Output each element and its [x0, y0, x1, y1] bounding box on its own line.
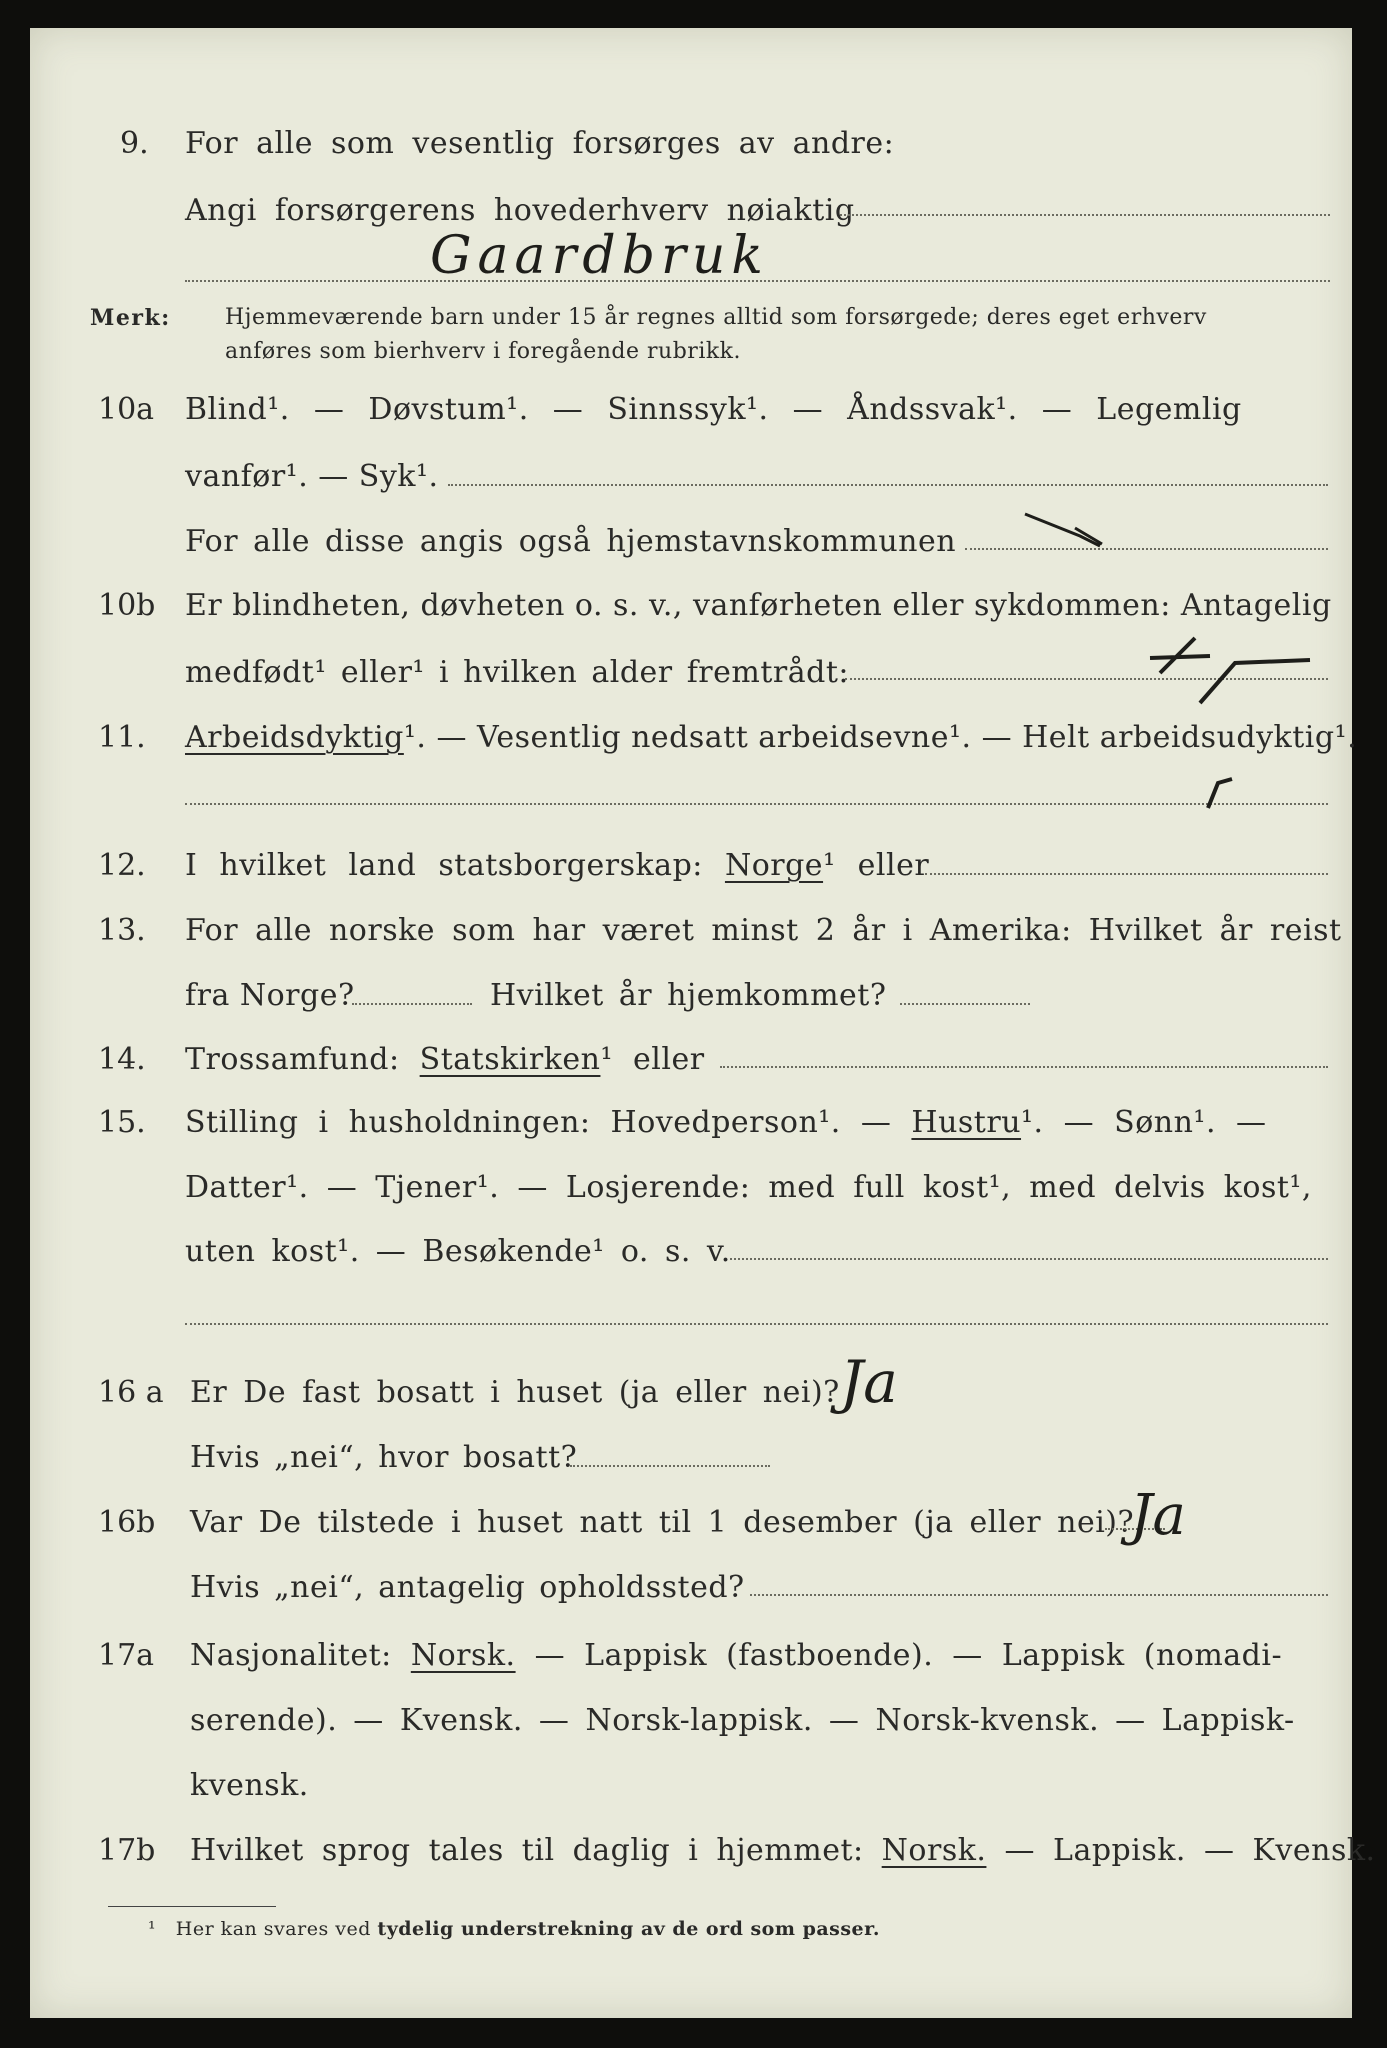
q17a-line3: kvensk. — [190, 1768, 309, 1803]
q9-answer-line2 — [185, 280, 1330, 282]
q17b-number: 17b — [98, 1833, 156, 1868]
q16b-number: 16b — [98, 1505, 156, 1540]
q16a-handwritten-answer: Ja — [840, 1348, 898, 1416]
q13-line1: For alle norske som har været minst 2 år i Amerika: Hvilket år reist — [185, 913, 1342, 948]
q17b-text-a: Hvilket sprog tales til daglig i hjemmet: — [190, 1833, 864, 1868]
q9-line1: For alle som vesentlig forsørges av andre: — [185, 126, 895, 161]
q15-text-a: Stilling i husholdningen: Hovedperson¹. — — [185, 1105, 892, 1140]
q14-text-c: ¹ eller — [600, 1042, 705, 1077]
footnote-mark: ¹ — [148, 1918, 157, 1940]
q16b-opholdssted-line — [750, 1594, 1328, 1596]
q12-answer-line — [925, 873, 1328, 875]
q16a-number: 16 a — [98, 1375, 164, 1410]
q13-reist-line — [352, 1003, 472, 1005]
footnote — [148, 1918, 880, 1940]
q17b-norsk-underlined: Norsk. — [881, 1833, 987, 1868]
q10a-number: 10a — [98, 392, 155, 427]
q12-number: 12. — [98, 848, 146, 883]
q12-text-c: ¹ eller — [823, 848, 930, 883]
q11-arbeidsdyktig-underlined: Arbeidsdyktig — [185, 720, 404, 755]
q11-number: 11. — [98, 720, 146, 755]
q10a-answer-line — [448, 484, 1328, 486]
q9-number: 9. — [120, 126, 149, 161]
q17a-number: 17a — [98, 1638, 155, 1673]
q17b-text-c: — Lappisk. — Kvensk. — [1004, 1833, 1376, 1868]
q16b-line1: Var De tilstede i huset natt til 1 desember (ja eller nei)? — [190, 1505, 1135, 1540]
q9-line2: Angi forsørgerens hovederhverv nøiaktig — [185, 193, 855, 228]
q10a-line2: vanfør¹. — Syk¹. — [185, 459, 439, 494]
q15-answer-line1 — [730, 1258, 1328, 1260]
q10a-line1: Blind¹. — Døvstum¹. — Sinnssyk¹. — Åndssvak¹. — Legemlig — [185, 392, 1242, 427]
q10a-line3: For alle disse angis også hjemstavnskommunen — [185, 524, 957, 559]
q16a-line2: Hvis „nei“, hvor bosatt? — [190, 1440, 578, 1475]
census-form-page — [30, 28, 1376, 2018]
q15-hustru-underlined: Hustru — [911, 1105, 1022, 1140]
q11-line1 — [185, 720, 1357, 755]
q9-answer-line1 — [840, 214, 1330, 216]
q10b-line2: medfødt¹ eller¹ i hvilken alder fremtrådt: — [185, 655, 849, 690]
q14-text-a: Trossamfund: — [185, 1042, 400, 1077]
merk-line1: Hjemmeværende barn under 15 år regnes alltid som forsørgede; deres eget erhverv — [225, 305, 1207, 330]
q11-ink-mark — [1200, 773, 1240, 813]
q10b-number: 10b — [98, 588, 156, 623]
q10b-ink-mark — [1140, 618, 1320, 713]
merk-line2: anføres som bierhverv i foregående rubrikk. — [225, 339, 742, 364]
q16b-handwritten-answer: Ja — [1130, 1483, 1186, 1548]
q14-statskirken-underlined: Statskirken — [419, 1042, 601, 1077]
q15-number: 15. — [98, 1105, 146, 1140]
q15-answer-line2 — [185, 1323, 1328, 1325]
q12-text-a: I hvilket land statsborgerskap: — [185, 848, 703, 883]
q16a-answer-line — [570, 1465, 770, 1467]
q13-line2b: Hvilket år hjemkommet? — [490, 978, 887, 1013]
q17a-line2: serende). — Kvensk. — Norsk-lappisk. — Norsk-kvensk. — Lappisk- — [190, 1703, 1295, 1738]
footnote-rule — [108, 1906, 276, 1907]
q16b-line2: Hvis „nei“, antagelig opholdssted? — [190, 1570, 745, 1605]
q17a-text-c: — Lappisk (fastboende). — Lappisk (nomadi- — [534, 1638, 1283, 1673]
footnote-text-a: Her kan svares ved — [175, 1918, 378, 1940]
q17a-text-a: Nasjonalitet: — [190, 1638, 392, 1673]
q14-number: 14. — [98, 1042, 146, 1077]
q12-norge-underlined: Norge — [724, 848, 824, 883]
q10a-ink-mark — [1020, 506, 1110, 551]
q17a-norsk-underlined: Norsk. — [410, 1638, 516, 1673]
q11-line1-rest: ¹. — Vesentlig nedsatt arbeidsevne¹. — Helt arbeidsudyktig¹. — [403, 720, 1358, 755]
q13-number: 13. — [98, 913, 146, 948]
merk-label: Merk: — [90, 305, 171, 331]
q15-line2: Datter¹. — Tjener¹. — Losjerende: med full kost¹, med delvis kost¹, — [185, 1170, 1312, 1205]
q16a-line1: Er De fast bosatt i huset (ja eller nei)? — [190, 1375, 840, 1410]
q15-line1 — [185, 1105, 1267, 1140]
q14-answer-line — [720, 1066, 1328, 1068]
q13-hjemkommet-line — [900, 1003, 1030, 1005]
q13-line2a: fra Norge? — [185, 978, 355, 1013]
q14-line — [185, 1042, 705, 1077]
q10b-line1: Er blindheten, døvheten o. s. v., vanførheten eller sykdommen: Antagelig — [185, 588, 1332, 623]
q17b-line — [190, 1833, 1376, 1868]
q15-line3: uten kost¹. — Besøkende¹ o. s. v. — [185, 1234, 731, 1269]
q17a-line1 — [190, 1638, 1282, 1673]
q12-line — [185, 848, 929, 883]
q15-text-c: ¹. — Sønn¹. — — [1021, 1105, 1267, 1140]
q11-answer-line — [185, 803, 1328, 805]
footnote-text-b: tydelig understrekning av de ord som passer. — [377, 1918, 881, 1940]
q9-handwritten-answer: Gaardbruk — [430, 226, 769, 286]
